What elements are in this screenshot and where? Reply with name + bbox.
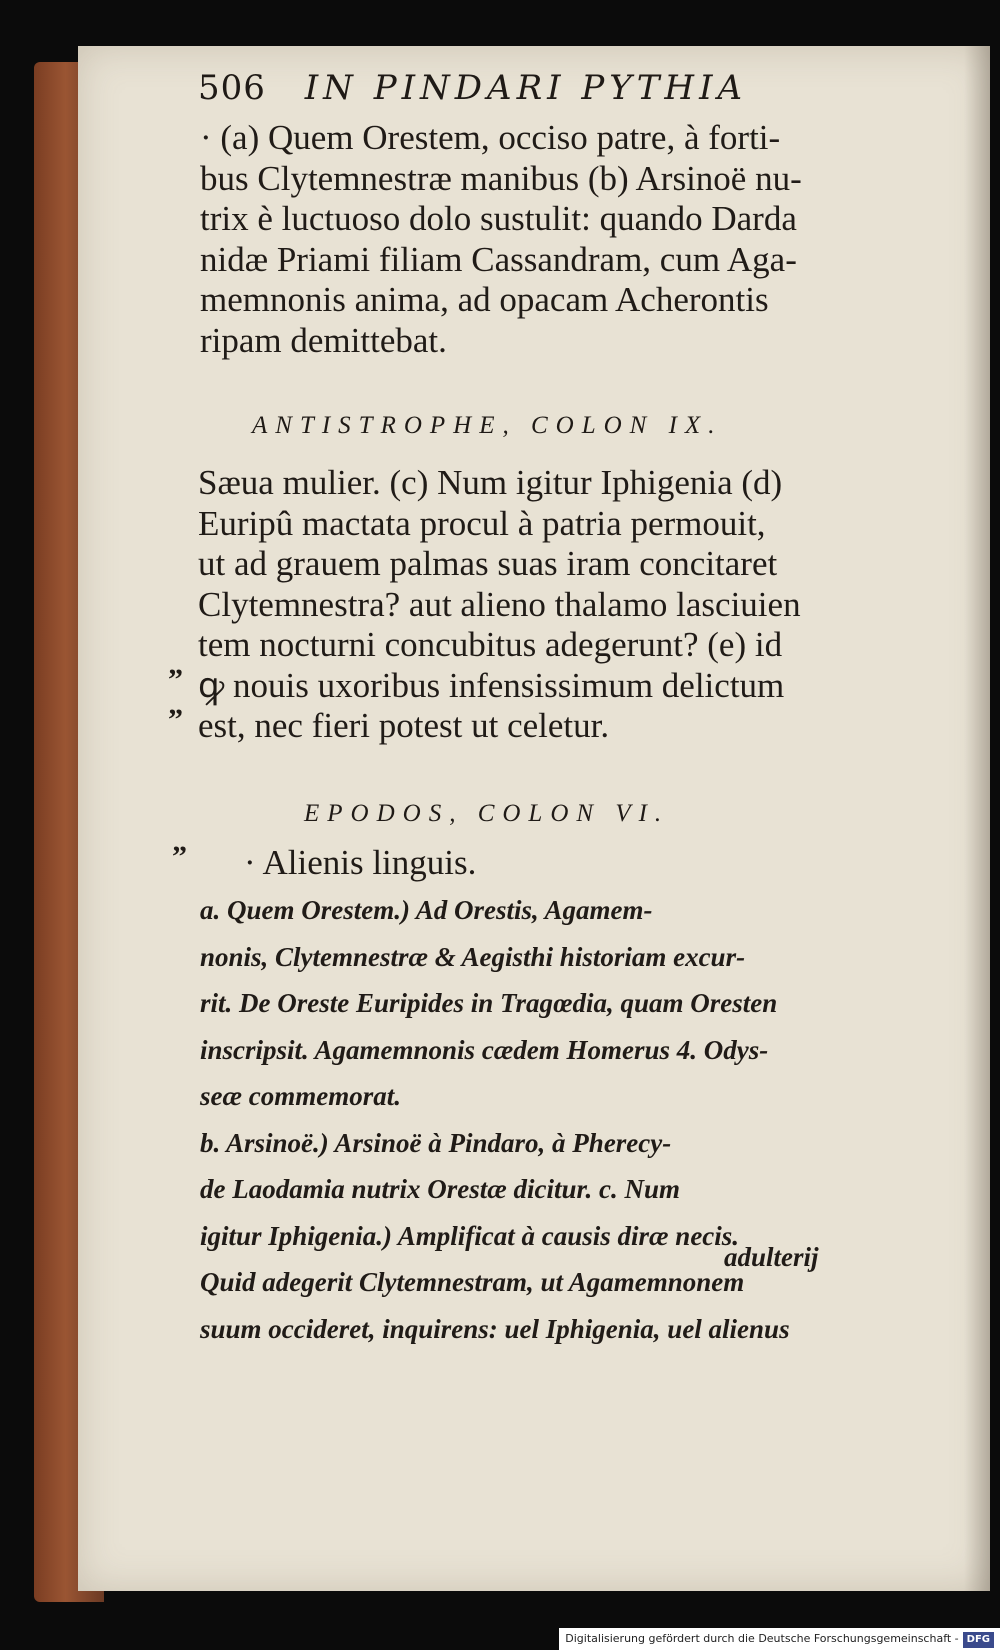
page-number: 506 xyxy=(198,68,266,108)
note-line: seæ commemorat. xyxy=(200,1081,401,1111)
digitization-credit xyxy=(559,1628,1000,1650)
note-line: b. Arsinoë.) Arsinoë à Pindaro, à Pherecy- xyxy=(200,1127,672,1158)
note-line: inscripsit. Agamemnonis cædem Homerus 4. Odys- xyxy=(200,1034,769,1065)
text-line: est, nec fieri potest ut celetur. xyxy=(198,706,610,745)
text-line: · (a) Quem Orestem, occiso patre, à forti- xyxy=(200,118,781,157)
paragraph-3: · Alienis linguis. xyxy=(244,843,477,882)
note-line: suum occideret, inquirens: uel Iphigenia, uel alienus xyxy=(200,1313,790,1344)
text-line: tem nocturni concubitus adegerunt? (e) id xyxy=(198,625,783,664)
text-line: Euripû mactata procul à patria permouit, xyxy=(198,503,766,543)
text-line: bus Clytemnestræ manibus (b) Arsinoë nu- xyxy=(200,158,802,198)
paragraph-1 xyxy=(200,118,900,361)
note-line: a. Quem Orestem.) Ad Orestis, Agamem- xyxy=(200,895,653,925)
page-header xyxy=(198,68,798,108)
commentary-notes xyxy=(200,887,910,1352)
running-head: IN PINDARI PYTHIA xyxy=(304,68,748,108)
page-gutter-shade xyxy=(964,46,990,1591)
section-heading-epodos: EPODOS, COLON VI. xyxy=(304,800,670,827)
credit-text: Digitalisierung gefördert durch die Deutsche Forschungsgemeinschaft - xyxy=(565,1632,959,1645)
margin-quote-mark: ” xyxy=(168,703,183,736)
note-line: igitur Iphigenia.) Amplificat à causis diræ necis. xyxy=(200,1220,740,1251)
text-line: ripam demittebat. xyxy=(200,320,447,360)
note-line: nonis, Clytemnestræ & Aegisthi historiam excur- xyxy=(200,941,746,972)
text-line: trix è luctuoso dolo sustulit: quando Darda xyxy=(200,199,797,238)
catchword: adulterij xyxy=(724,1242,819,1272)
text-line: nidæ Priami filiam Cassandram, cum Aga- xyxy=(200,239,797,279)
text-line: Clytemnestra? aut alieno thalamo lasciuien xyxy=(198,584,801,624)
text-line: ut ad grauem palmas suas iram concitaret xyxy=(198,544,778,583)
note-line: de Laodamia nutrix Orestæ dicitur. c. Num xyxy=(200,1174,681,1204)
note-line: rit. De Oreste Euripides in Tragœdia, quam Oresten xyxy=(200,988,778,1018)
dfg-logo: DFG xyxy=(963,1632,994,1648)
margin-quote-mark: ” xyxy=(168,663,183,696)
section-heading-antistrophe: ANTISTROPHE, COLON IX. xyxy=(252,412,723,439)
text-line: memnonis anima, ad opacam Acherontis xyxy=(200,280,769,319)
note-line: Quid adegerit Clytemnestram, ut Agamemnonem xyxy=(200,1267,745,1297)
paragraph-2 xyxy=(198,463,898,747)
text-line: Sæua mulier. (c) Num igitur Iphigenia (d) xyxy=(198,463,783,502)
text-line: ꝙ nouis uxoribus infensissimum delictum xyxy=(198,665,785,705)
margin-quote-mark: ” xyxy=(172,840,187,873)
